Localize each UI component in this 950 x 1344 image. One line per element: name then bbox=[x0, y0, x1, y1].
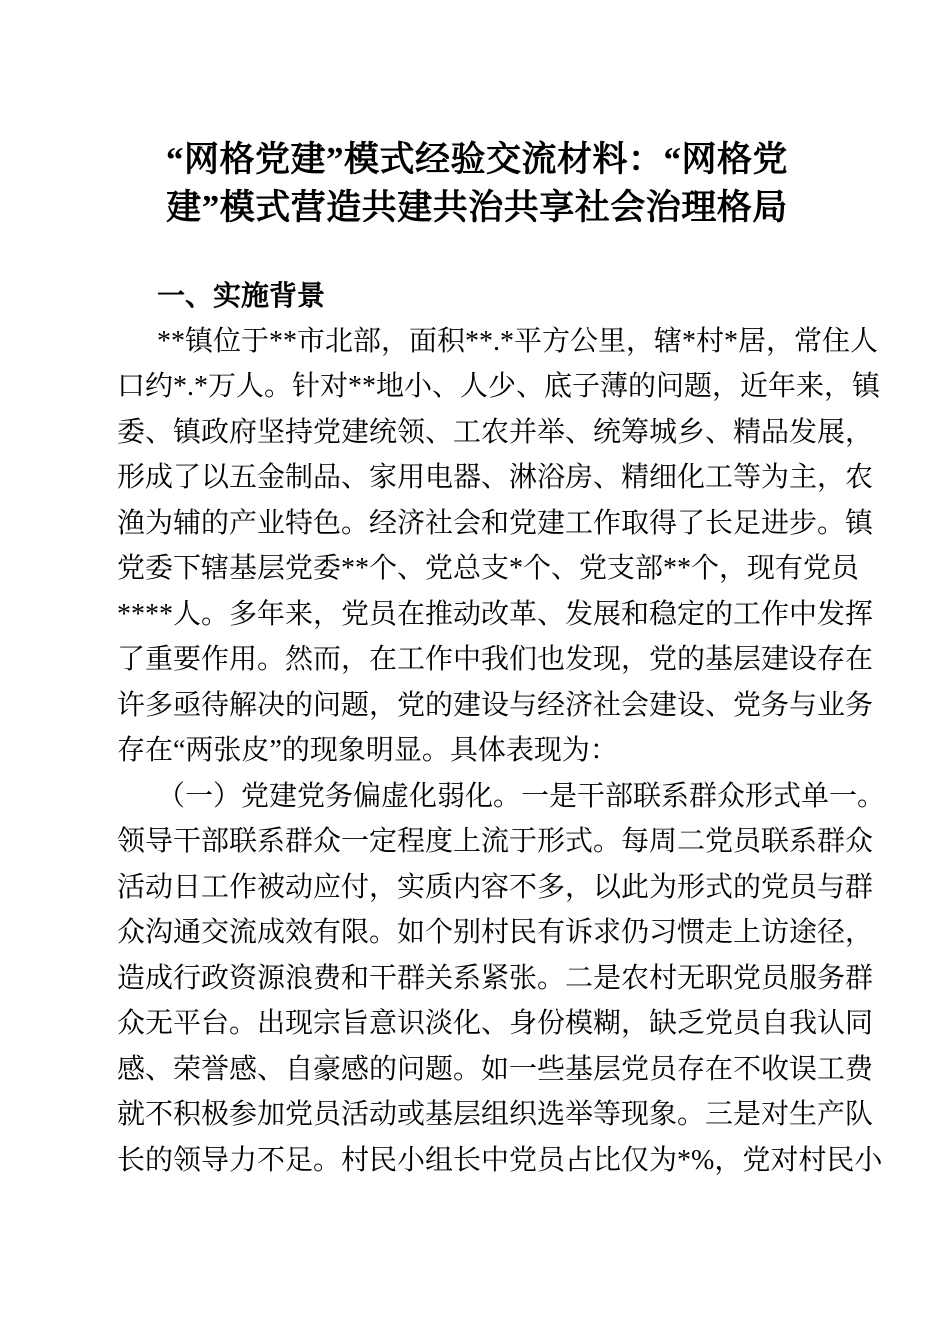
paragraph-2 bbox=[117, 774, 886, 1184]
text-line: 形成了以五金制品、家用电器、淋浴房、精细化工等为主，农 bbox=[117, 462, 874, 493]
text-line: 口约*.*万人。针对**地小、人少、底子薄的问题，近年来，镇 bbox=[117, 371, 881, 402]
text-line: 感、荣誉感、自豪感的问题。如一些基层党员存在不收误工费 bbox=[117, 1053, 874, 1085]
text-line: 许多亟待解决的问题，党的建设与经济社会建设、党务与业务 bbox=[117, 689, 874, 721]
text-line: 就不积极参加党员活动或基层组织选举等现象。三是对生产队 bbox=[117, 1099, 874, 1130]
text-line: 存在“两张皮”的现象明显。具体表现为： bbox=[117, 735, 618, 766]
text-line: （一）党建党务偏虚化弱化。一是干部联系群众形式单一。 bbox=[157, 780, 886, 812]
section-heading: 一、实施背景 bbox=[157, 280, 326, 311]
text-line: 了重要作用。然而，在工作中我们也发现，党的基层建设存在 bbox=[117, 644, 874, 675]
document-title-line-1: “网格党建”模式经验交流材料：“网格党 bbox=[165, 140, 788, 179]
text-line: 造成行政资源浪费和干群关系紧张。二是农村无职党员服务群 bbox=[117, 962, 874, 994]
text-line: **镇位于**市北部，面积**.*平方公里，辖*村*居，常住人 bbox=[157, 325, 879, 357]
document-title bbox=[117, 136, 837, 232]
text-line: 党委下辖基层党委**个、党总支*个、党支部**个，现有党员 bbox=[117, 553, 860, 584]
document-title-line-2: 建”模式营造共建共治共享社会治理格局 bbox=[166, 188, 788, 227]
text-line: 众无平台。出现宗旨意识淡化、身份模糊，缺乏党员自我认同 bbox=[117, 1008, 874, 1039]
text-line: 活动日工作被动应付，实质内容不多，以此为形式的党员与群 bbox=[117, 871, 874, 903]
text-line: ****人。多年来，党员在推动改革、发展和稳定的工作中发挥 bbox=[117, 598, 874, 630]
document-body bbox=[117, 319, 886, 1184]
text-line: 渔为辅的产业特色。经济社会和党建工作取得了长足进步。镇 bbox=[117, 507, 874, 539]
text-line: 众沟通交流成效有限。如个别村民有诉求仍习惯走上访途径， bbox=[117, 917, 874, 948]
paragraph-1 bbox=[117, 319, 881, 774]
text-line: 长的领导力不足。村民小组长中党员占比仅为*%，党对村民小 bbox=[117, 1144, 883, 1176]
text-line: 委、镇政府坚持党建统领、工农并举、统筹城乡、精品发展， bbox=[117, 416, 874, 448]
text-line: 领导干部联系群众一定程度上流于形式。每周二党员联系群众 bbox=[117, 826, 874, 857]
